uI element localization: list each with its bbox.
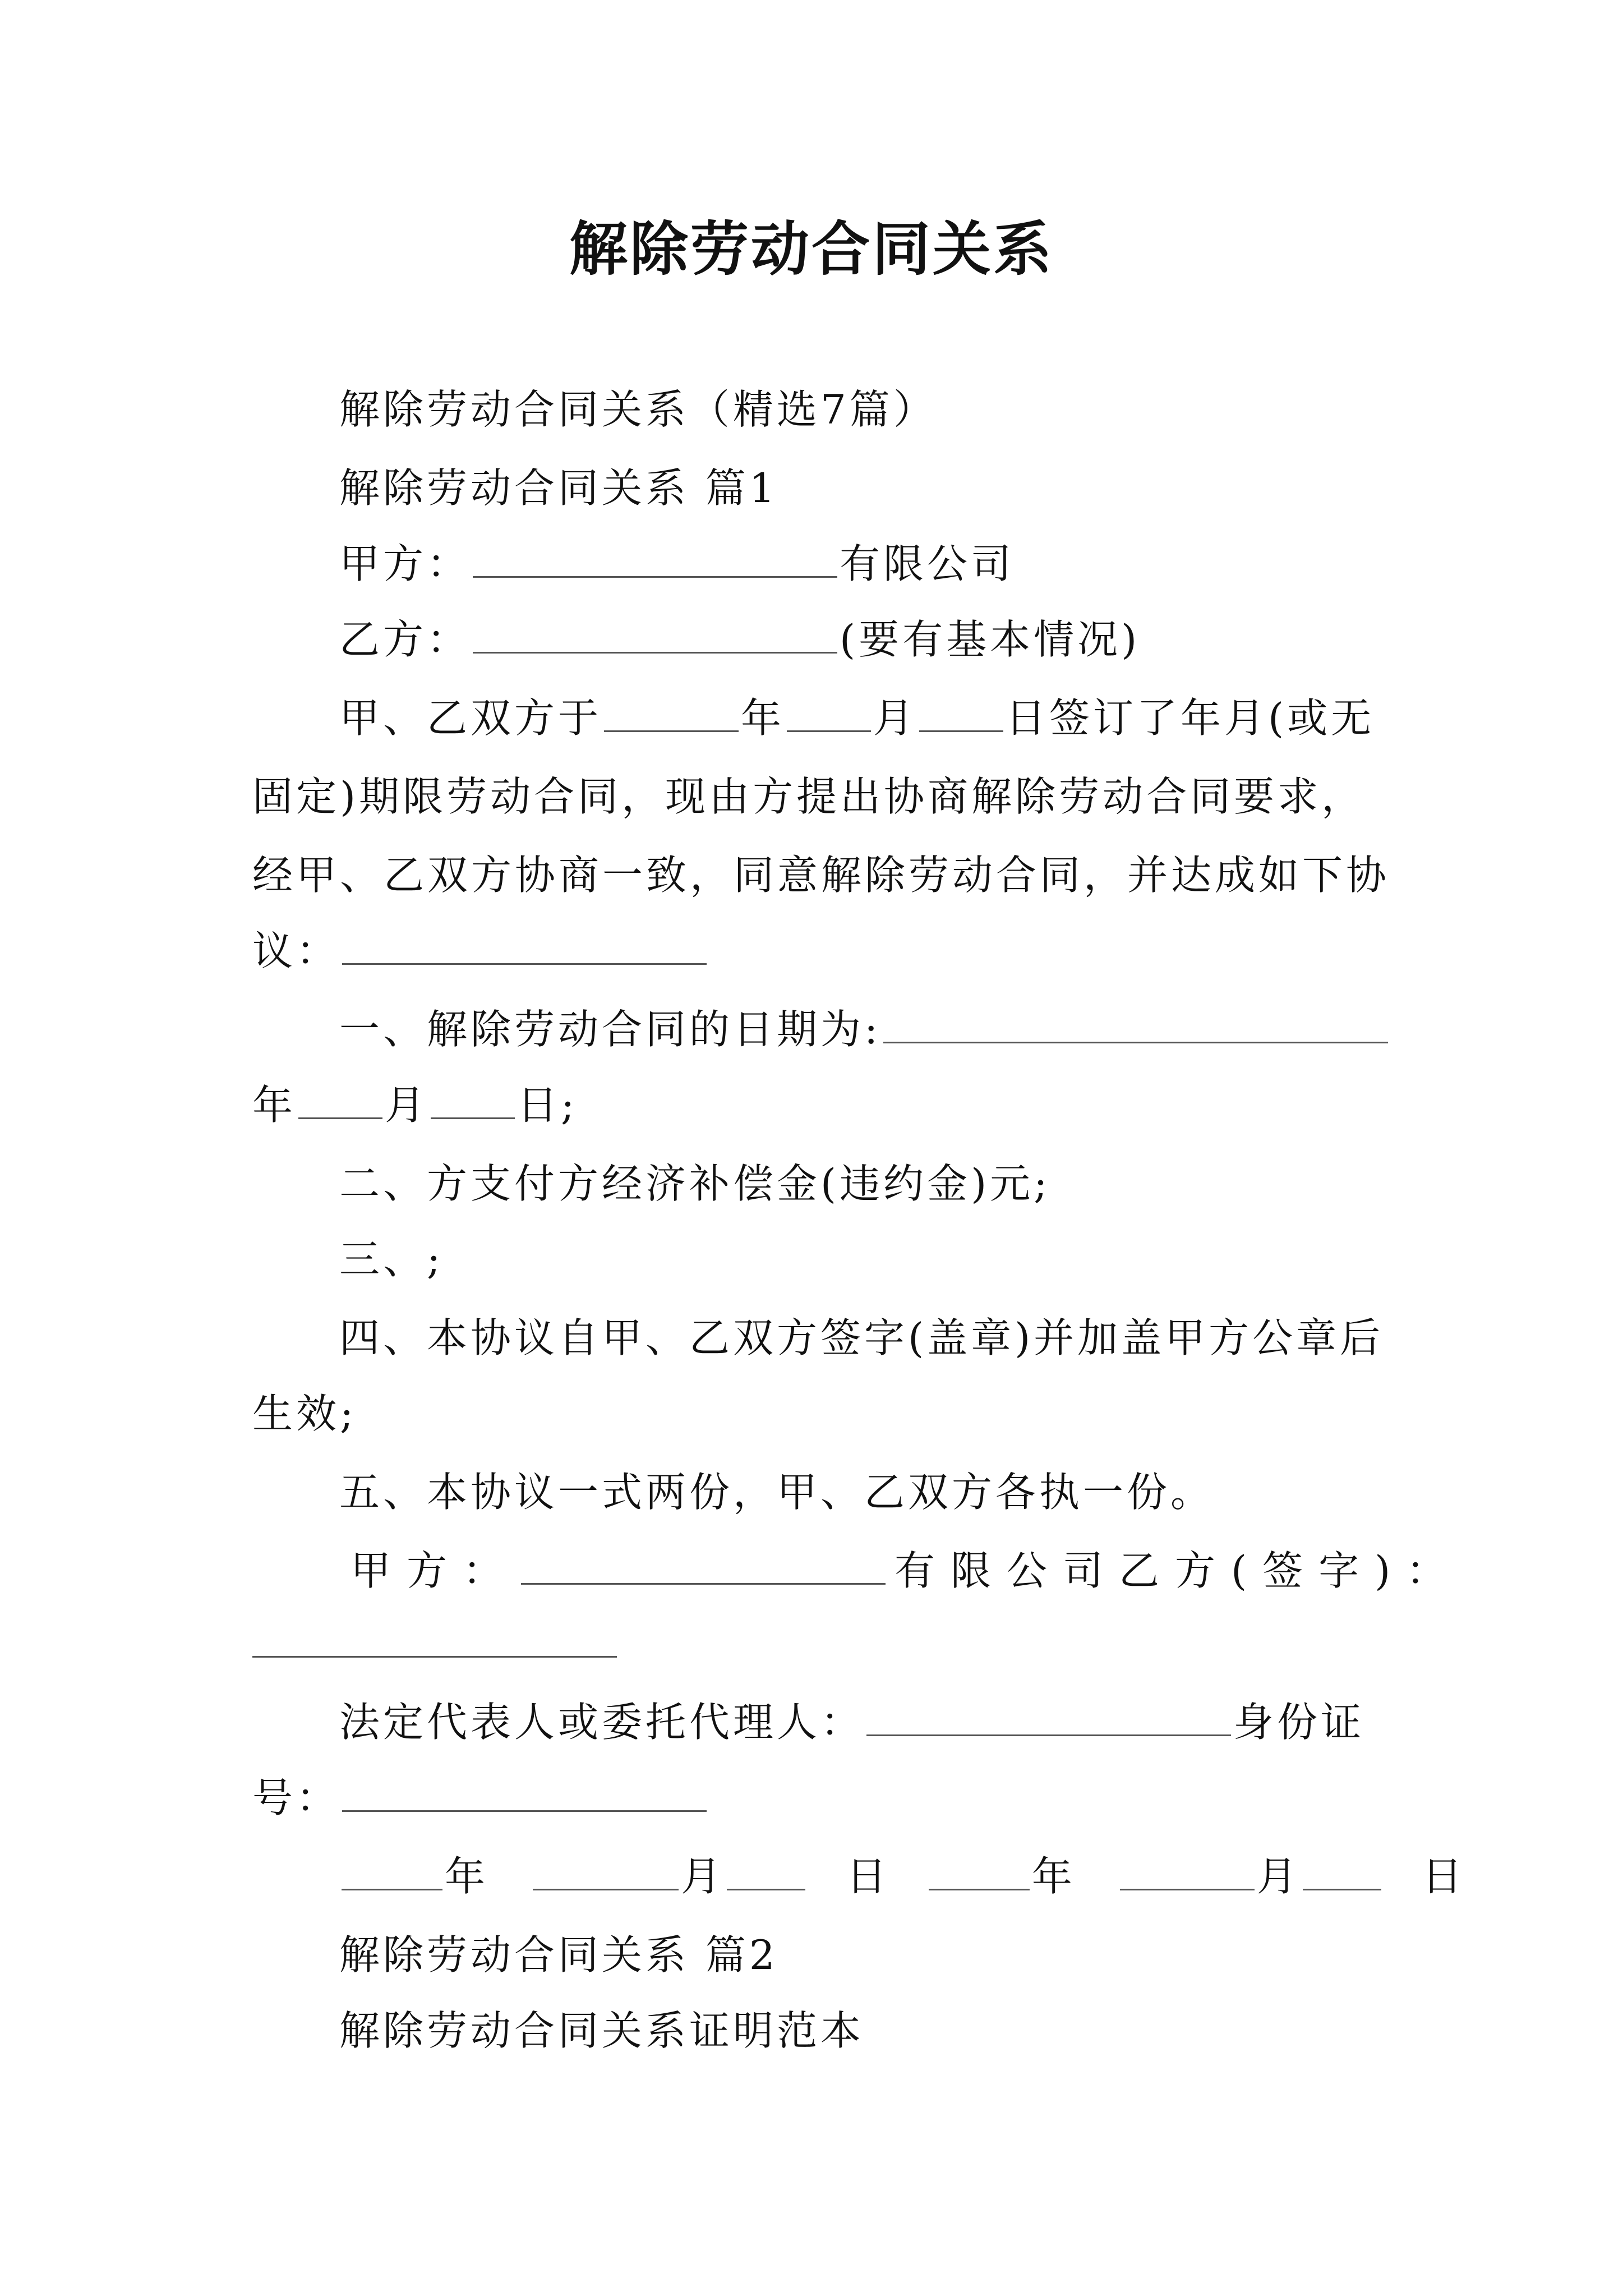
paragraph-line (252, 923, 709, 979)
text-segment: 号： (252, 1774, 340, 1821)
blank-field (521, 1545, 886, 1585)
blank-field (473, 614, 837, 654)
section-heading-1: 解除劳动合同关系 篇1 (339, 464, 778, 512)
clause-5-line: 五、本协议一式两份，甲、乙双方各执一份。 (339, 1469, 1215, 1516)
subtitle-line: 解除劳动合同关系（精选7篇） (339, 386, 937, 433)
party-b-suffix: (要有基本情况) (840, 616, 1141, 663)
clause-1-line (339, 1001, 1390, 1057)
text-segment: 身份证 (1233, 1699, 1365, 1746)
section-heading-2: 解除劳动合同关系 篇2 (339, 1931, 778, 1978)
text-segment: 有限公司乙方(签字)： (895, 1547, 1463, 1594)
blank-field (883, 1004, 1388, 1043)
text-segment: 日签订了年月(或无 (1006, 694, 1375, 742)
text-segment: 年 (741, 694, 785, 742)
text-segment: 甲方： (351, 1547, 519, 1594)
blank-field (727, 1851, 805, 1890)
blank-field (298, 1079, 382, 1119)
blank-field (342, 1851, 442, 1890)
paragraph-line: 固定)期限劳动合同，现由方提出协商解除劳动合同要求， (252, 773, 1366, 820)
section-subtitle: 解除劳动合同关系证明范本 (339, 2007, 865, 2054)
party-b-label: 乙方： (339, 616, 471, 663)
party-a-line (339, 536, 1015, 592)
blank-field (1120, 1851, 1255, 1890)
signature-line (351, 1543, 1462, 1599)
blank-field (342, 1772, 707, 1812)
text-segment: 甲、乙双方于 (339, 694, 602, 742)
text-segment: 年 (1031, 1853, 1076, 1900)
blank-field (604, 692, 739, 732)
text-segment: 年 (445, 1853, 489, 1900)
blank-field (929, 1851, 1030, 1890)
blank-field (342, 925, 707, 965)
clause-4-line: 四、本协议自甲、乙双方签字(盖章)并加盖甲方公章后 (339, 1314, 1384, 1361)
blank-field (431, 1079, 515, 1119)
party-a-suffix: 有限公司 (840, 540, 1015, 587)
clause-3-line: 三、; (339, 1236, 444, 1283)
signature-blank-line (252, 1616, 619, 1672)
paragraph-line: 经甲、乙双方协商一致，同意解除劳动合同，并达成如下协 (252, 852, 1390, 899)
party-b-line (339, 611, 1140, 668)
text-segment: 日 (846, 1853, 890, 1900)
text-segment: 月 (873, 694, 917, 742)
text-segment: 年 (252, 1082, 297, 1129)
blank-field (473, 538, 837, 578)
representative-line (339, 1694, 1364, 1750)
text-segment: 法定代表人或委托代理人： (339, 1699, 865, 1746)
blank-field (1303, 1851, 1381, 1890)
text-segment: 一、解除劳动合同的日期为: (339, 1006, 882, 1053)
text-segment: 日 (1422, 1853, 1466, 1900)
blank-field (866, 1696, 1231, 1736)
signature-date-line (339, 1848, 1466, 1904)
text-segment: 日; (517, 1082, 578, 1129)
blank-field (533, 1851, 679, 1890)
paragraph-line (339, 690, 1375, 746)
clause-2-line: 二、方支付方经济补偿金(违约金)元; (339, 1160, 1051, 1207)
party-a-label: 甲方： (339, 540, 471, 587)
date-line (252, 1077, 578, 1133)
blank-field (919, 692, 1003, 732)
text-segment: 月 (1256, 1853, 1301, 1900)
text-segment: 月 (680, 1853, 725, 1900)
text-segment: 月 (385, 1082, 429, 1129)
paragraph-line: 生效; (252, 1390, 357, 1437)
id-number-line (252, 1770, 709, 1826)
document-title: 解除劳动合同关系 (569, 214, 1054, 283)
text-segment: 议： (252, 927, 340, 974)
blank-field (787, 692, 871, 732)
blank-field (252, 1618, 617, 1658)
